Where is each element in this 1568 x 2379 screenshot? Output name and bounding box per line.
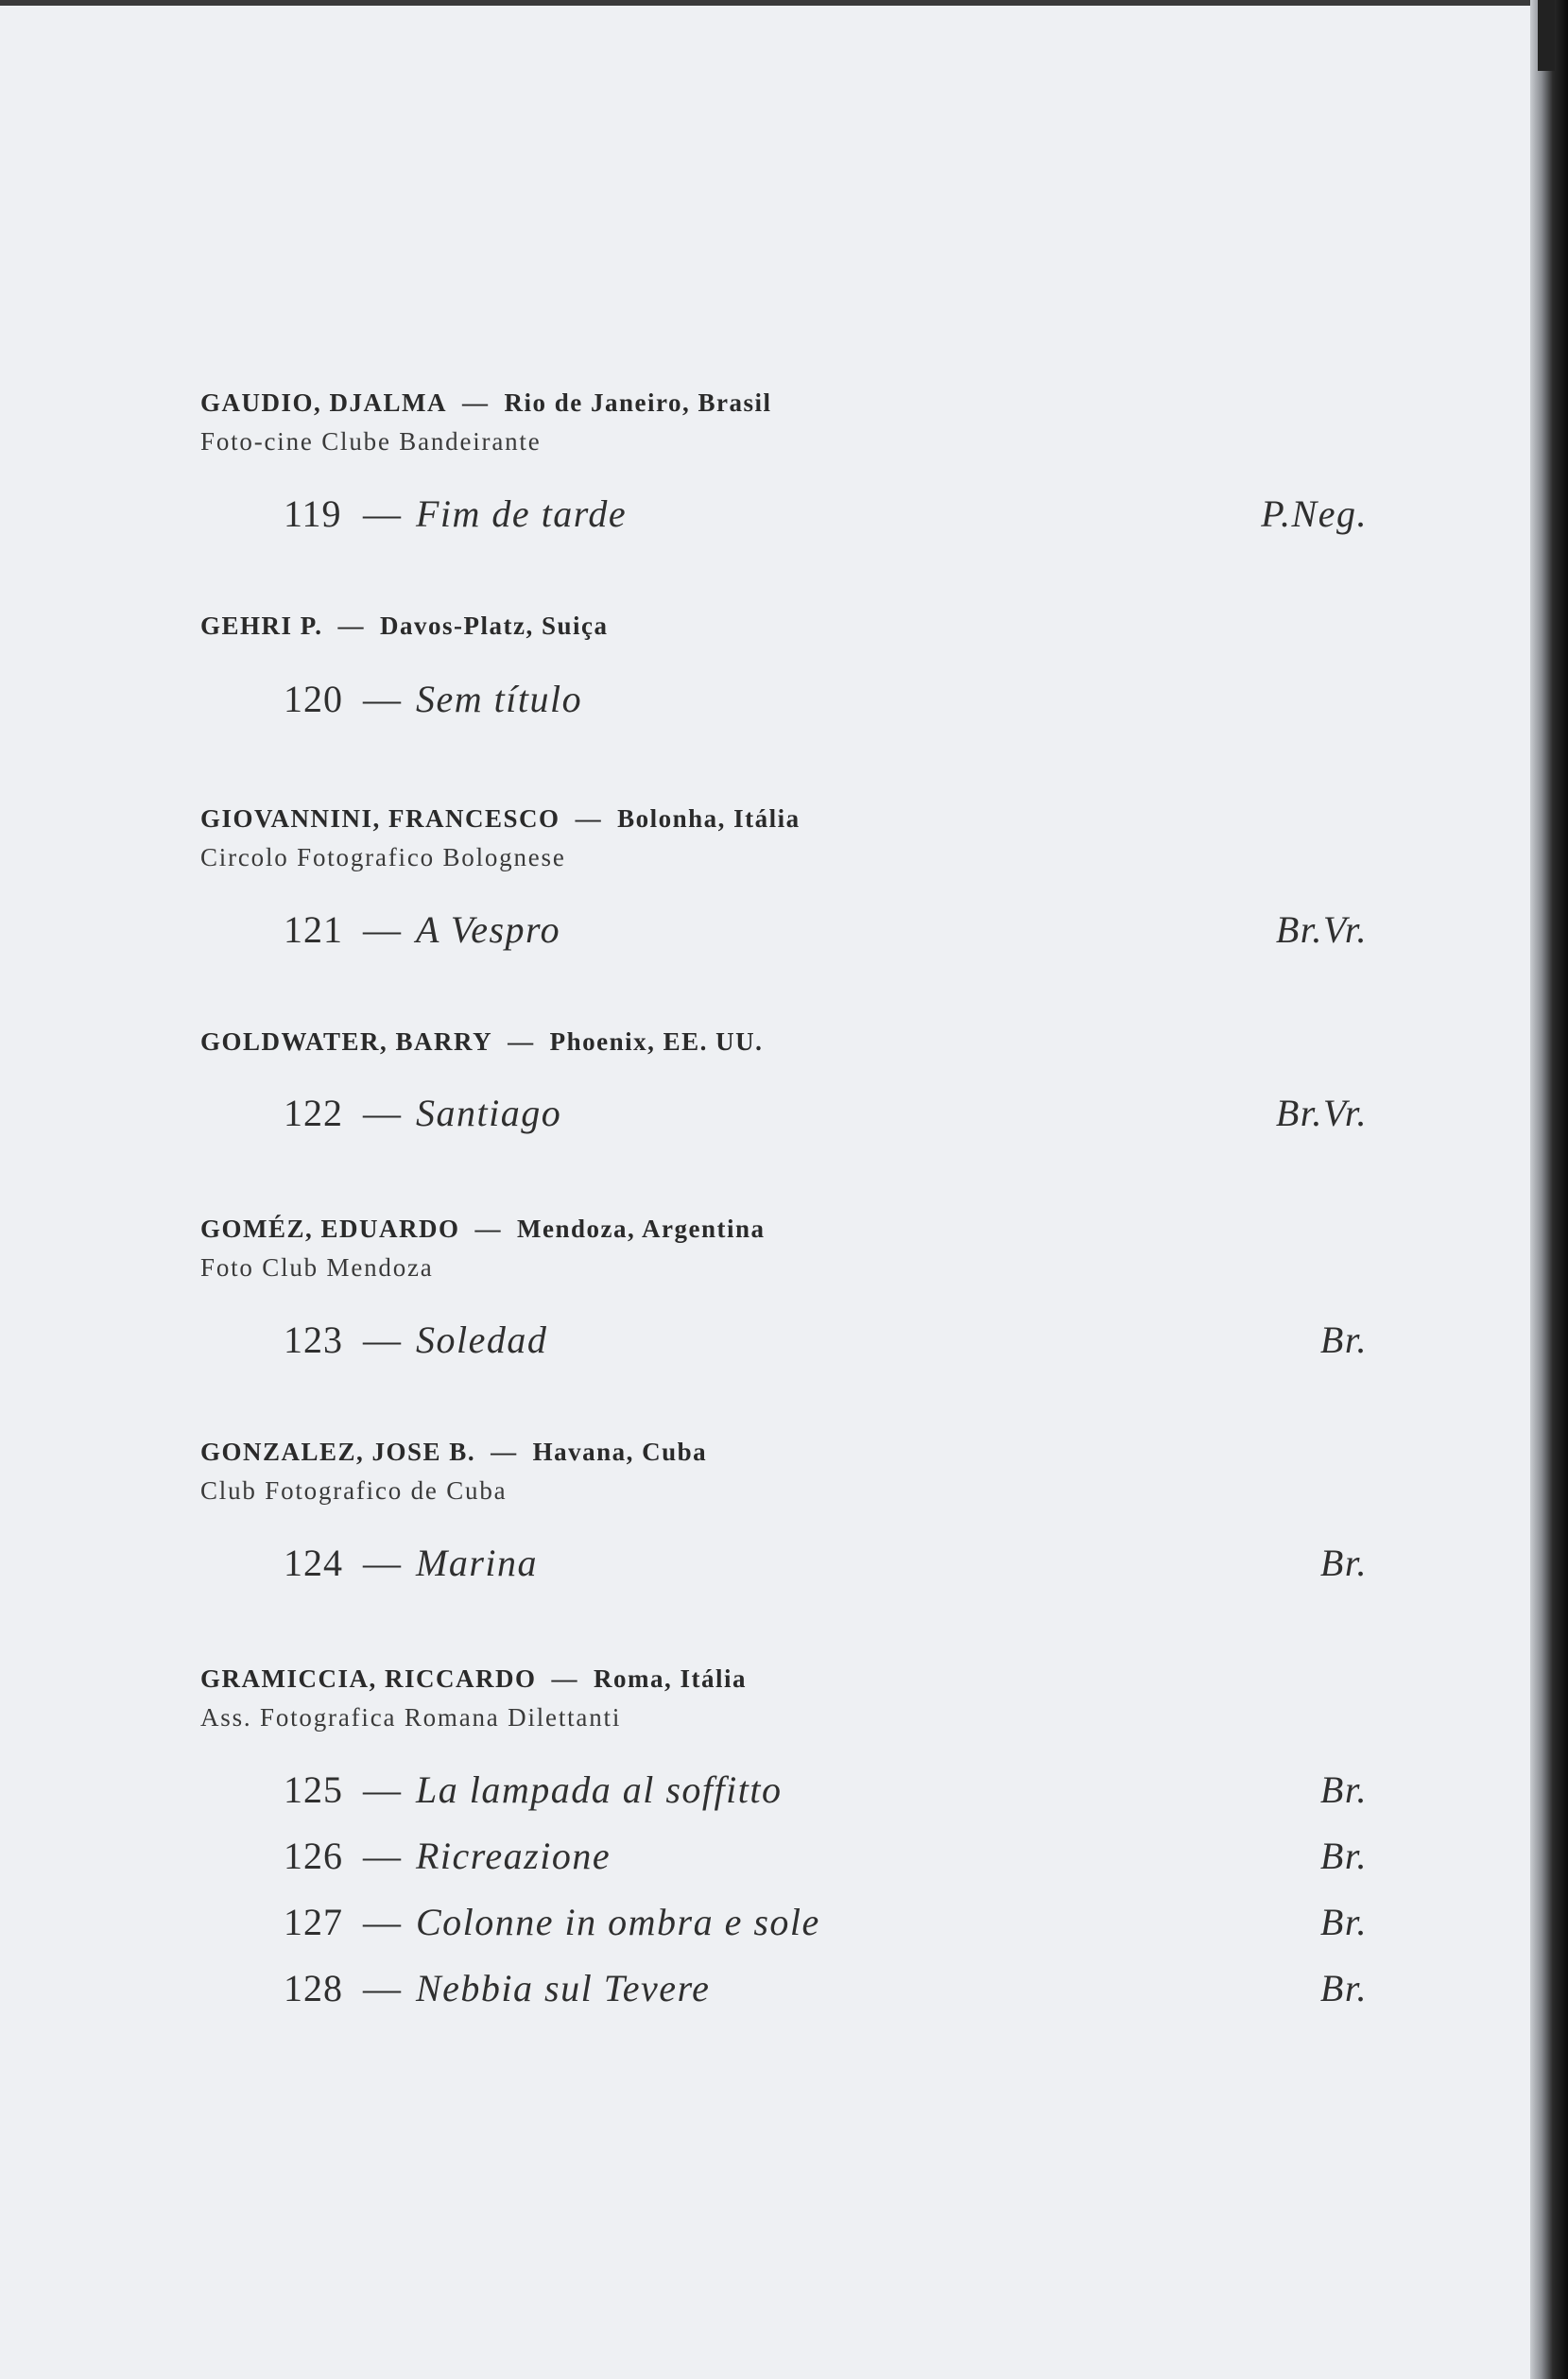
- work-dash: —: [363, 1901, 401, 1943]
- work-technique: P.Neg.: [1261, 492, 1368, 535]
- work-row: [200, 1823, 1368, 1889]
- club-name: Foto Club Mendoza: [200, 1253, 434, 1282]
- spine-mark: [1538, 0, 1555, 71]
- catalog-entry: [200, 1209, 1368, 1373]
- author-name: GRAMICCIA, RICCARDO: [200, 1664, 537, 1693]
- work-row: [200, 1080, 1368, 1146]
- work-row: [200, 666, 1368, 733]
- author-location: Mendoza, Argentina: [517, 1215, 766, 1243]
- work-technique: Br.: [1319, 1835, 1368, 1877]
- author-location: Phoenix, EE. UU.: [549, 1027, 764, 1056]
- work-title: Ricreazione: [416, 1835, 612, 1877]
- work-row: [200, 1530, 1368, 1596]
- book-spine-shadow: [1530, 0, 1568, 2379]
- club-name: Foto-cine Clube Bandeirante: [200, 427, 542, 456]
- club-name: Circolo Fotografico Bolognese: [200, 843, 566, 871]
- separator-dash: —: [508, 1027, 535, 1056]
- work-title: Sem título: [416, 678, 583, 720]
- work-technique: Br.Vr.: [1275, 1092, 1368, 1134]
- author-location: Havana, Cuba: [532, 1438, 708, 1466]
- author-name: GIOVANNINI, FRANCESCO: [200, 804, 560, 833]
- catalog-entry: [200, 1659, 1368, 2022]
- work-number: 122: [284, 1092, 343, 1134]
- work-technique: Br.: [1319, 1768, 1368, 1811]
- author-name: GOLDWATER, BARRY: [200, 1027, 493, 1056]
- work-dash: —: [363, 492, 401, 535]
- work-row: [200, 897, 1368, 963]
- work-dash: —: [363, 1967, 401, 2009]
- catalog-entry: [200, 1432, 1368, 1596]
- catalog-entry: [200, 606, 1368, 733]
- separator-dash: —: [491, 1438, 518, 1466]
- club-name: Club Fotografico de Cuba: [200, 1476, 508, 1505]
- work-number: 120: [284, 678, 343, 720]
- work-number: 128: [284, 1967, 343, 2009]
- catalog-entry: [200, 383, 1368, 547]
- work-number: 123: [284, 1319, 343, 1361]
- separator-dash: —: [337, 612, 366, 640]
- work-title: A Vespro: [416, 908, 561, 951]
- author-location: Bolonha, Itália: [617, 804, 801, 833]
- author-line: [200, 1209, 1368, 1249]
- catalog-entry: [200, 1022, 1368, 1146]
- work-row: [200, 1757, 1368, 1823]
- work-dash: —: [363, 1768, 401, 1811]
- author-location: Davos-Platz, Suiça: [380, 612, 609, 640]
- author-location: Roma, Itália: [594, 1664, 747, 1693]
- work-dash: —: [363, 1319, 401, 1361]
- work-title: Marina: [416, 1542, 538, 1584]
- work-title: Nebbia sul Tevere: [416, 1967, 711, 2009]
- author-line: [200, 383, 1368, 422]
- author-line: [200, 1022, 1368, 1061]
- work-dash: —: [363, 1092, 401, 1134]
- scan-top-edge: [0, 0, 1568, 6]
- author-name: GAUDIO, DJALMA: [200, 388, 447, 417]
- author-name: GONZALEZ, JOSE B.: [200, 1438, 476, 1466]
- work-number: 127: [284, 1901, 343, 1943]
- work-title: Santiago: [416, 1092, 562, 1134]
- work-row: [200, 1307, 1368, 1373]
- work-number: 125: [284, 1768, 343, 1811]
- work-title: La lampada al soffitto: [416, 1768, 783, 1811]
- work-technique: Br.: [1319, 1319, 1368, 1361]
- work-technique: Br.: [1319, 1542, 1368, 1584]
- work-dash: —: [363, 1835, 401, 1877]
- work-number: 124: [284, 1542, 343, 1584]
- entry-list: [200, 383, 1368, 2022]
- work-dash: —: [363, 908, 401, 951]
- author-line: [200, 799, 1368, 838]
- work-number: 126: [284, 1835, 343, 1877]
- work-title: Soledad: [416, 1319, 548, 1361]
- separator-dash: —: [551, 1664, 578, 1693]
- work-dash: —: [363, 1542, 401, 1584]
- club-name: Ass. Fotografica Romana Dilettanti: [200, 1703, 622, 1732]
- separator-dash: —: [575, 804, 603, 833]
- work-row: [200, 1956, 1368, 2022]
- work-technique: Br.: [1319, 1901, 1368, 1943]
- author-name: GEHRI P.: [200, 612, 323, 640]
- work-number: 119: [284, 492, 342, 535]
- author-line: [200, 1659, 1368, 1698]
- author-line: [200, 1432, 1368, 1472]
- separator-dash: —: [462, 388, 490, 417]
- work-title: Colonne in ombra e sole: [416, 1901, 820, 1943]
- work-row: [200, 1889, 1368, 1956]
- author-name: GOMÉZ, EDUARDO: [200, 1215, 460, 1243]
- author-line: [200, 606, 1368, 646]
- work-row: [200, 481, 1368, 547]
- work-technique: Br.: [1319, 1967, 1368, 2009]
- work-technique: Br.Vr.: [1275, 908, 1368, 951]
- catalog-entry: [200, 799, 1368, 963]
- author-location: Rio de Janeiro, Brasil: [504, 388, 772, 417]
- work-dash: —: [363, 678, 401, 720]
- separator-dash: —: [474, 1215, 503, 1243]
- work-number: 121: [284, 908, 343, 951]
- work-title: Fim de tarde: [416, 492, 628, 535]
